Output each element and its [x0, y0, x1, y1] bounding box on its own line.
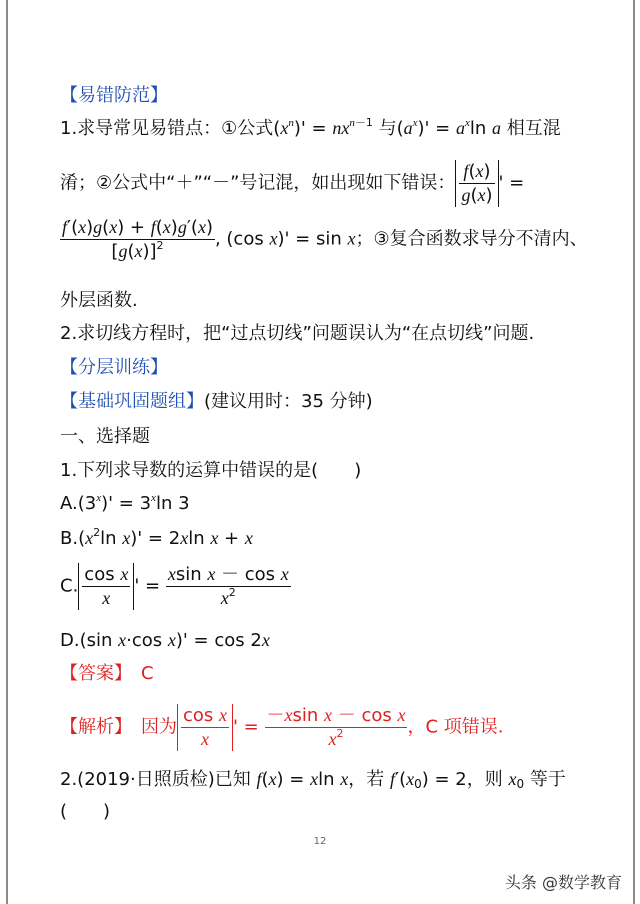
answer-value: C — [141, 663, 154, 684]
analysis-line: 【解析】 因为 $\frac{\text{cos x}}{x}$ ' = $\frac{\text{－xsin x － cos x}}{x^2}$ ，C 项错误. — [60, 705, 504, 749]
fraction-quotient-rule-wrong: $\frac{f'(x)g(x) + f(x)g'(x)}{[g(x)]^2}$ — [62, 217, 213, 262]
page-border-left — [6, 0, 8, 904]
fraction-f-over-g: $\frac{f(x)}{g(x)}$ — [455, 160, 498, 207]
group-basic-line — [60, 390, 373, 414]
answer-label: 【答案】 — [60, 663, 123, 684]
option-c: C. $\frac{\text{cos x}}{x}$ ' = $\frac{\text{xsin x － cos x}}{x^2}$ — [60, 564, 289, 608]
question-1-stem: 1.下列求导数的运算中错误的是( ) — [60, 460, 362, 481]
heading-basic-group: 【基础巩固题组】 — [60, 391, 204, 412]
item-1-line-1: 1.求导常见易错点：①公式$(x^n)' = nx^{n-1}$ 与$(a^x)' = a^x\ln$ a 相互混 — [60, 116, 561, 139]
answer-line — [60, 662, 154, 686]
question-2-line-2: ( ) — [60, 801, 111, 822]
fraction-cos-x-over-x: $\frac{\text{cos x}}{x}$ — [78, 563, 134, 610]
item-1-line-3: $\frac{f'(x)g(x) + f(x)g'(x)}{[g(x)]^2}$ , (cos x)' = sin x；③复合函数求导分不清内、 — [62, 217, 588, 262]
item-1-line-2: 淆；②公式中“＋”“－”号记混，如出现如下错误： $\frac{f(x)}{g(x)}$ ' = — [60, 161, 525, 206]
item-2: 2.求切线方程时，把“过点切线”问题误认为“在点切线”问题. — [60, 323, 535, 344]
page-number: 12 — [313, 836, 327, 847]
analysis-label: 【解析】 — [60, 716, 123, 738]
suggested-time: (建议用时：35 分钟) — [204, 391, 373, 412]
option-d: D.(sin x·cos x)' = cos 2x — [60, 630, 270, 651]
question-2-line-1: 2.(2019·日照质检)已知 f(x) = xln x，若 $f'(x_0) = 2$，则 $x_0$ 等于 — [60, 769, 566, 791]
fraction-analysis-result: $\frac{\text{－xsin x － cos x}}{x^2}$ — [266, 705, 406, 749]
fraction-cos-x-over-x-analysis: $\frac{\text{cos x}}{x}$ — [177, 704, 233, 751]
watermark: 头条 @数学教育 — [504, 873, 622, 892]
option-a: $A.(3^x)' = 3^x\ln$ 3 — [60, 492, 190, 514]
option-b: $B.(x^2\ln$ x)' = 2xln x + x — [60, 526, 253, 549]
heading-error-prevention: 【易错防范】 — [60, 85, 168, 106]
heading-layered-training: 【分层训练】 — [60, 357, 168, 378]
page-border-right — [633, 0, 635, 904]
section-title: 一、选择题 — [60, 426, 150, 447]
fraction-option-c-result: $\frac{\text{xsin x － cos x}}{x^2}$ — [167, 564, 289, 608]
item-1-line-4: 外层函数. — [60, 290, 138, 311]
